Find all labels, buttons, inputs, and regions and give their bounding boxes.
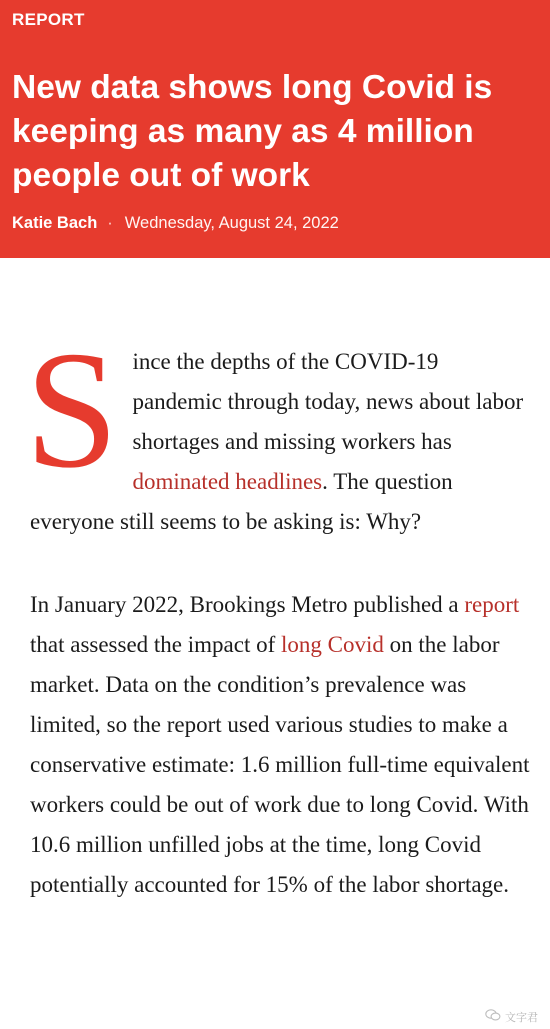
report-link[interactable]: report xyxy=(464,592,520,617)
paragraph-2 xyxy=(30,585,530,905)
wechat-icon xyxy=(485,1009,501,1024)
paragraph-2-text-b: that assessed the impact of xyxy=(30,632,282,657)
paragraph-1 xyxy=(25,317,530,542)
long-covid-link[interactable]: long Covid xyxy=(281,632,384,657)
article-header xyxy=(0,0,550,258)
byline xyxy=(12,214,339,233)
drop-cap: S xyxy=(25,317,119,503)
article-body xyxy=(25,317,530,905)
paragraph-1-text-a: ince the depths of the COVID-19 pandemic through today, news about labor shortages and missing workers has xyxy=(132,349,524,454)
paragraph-2-text-a: In January 2022, Brookings Metro published a xyxy=(30,592,465,617)
watermark-text: 文字君 xyxy=(505,1011,538,1024)
watermark xyxy=(485,1009,538,1025)
paragraph-2-text-c: on the labor market. Data on the condition’s prevalence was limited, so the report used various studies to make a conservative estimate: 1.6 million full-time equivalent workers could be out of work due to long Covid. With 10.6 million unfilled jobs at the time, long Covid potentially accounted for 15% of the labor shortage. xyxy=(30,632,530,897)
byline-separator: · xyxy=(107,214,113,232)
publish-date: Wednesday, August 24, 2022 xyxy=(124,214,339,232)
section-label[interactable]: REPORT xyxy=(12,10,85,29)
author-name[interactable]: Katie Bach xyxy=(12,214,98,232)
paragraph-1-text-b: . The question everyone still seems to be asking is: Why? xyxy=(30,469,453,534)
article-headline: New data shows long Covid is keeping as many as 4 million people out of work xyxy=(12,69,493,194)
dominated-headlines-link[interactable]: dominated headlines xyxy=(132,469,323,494)
